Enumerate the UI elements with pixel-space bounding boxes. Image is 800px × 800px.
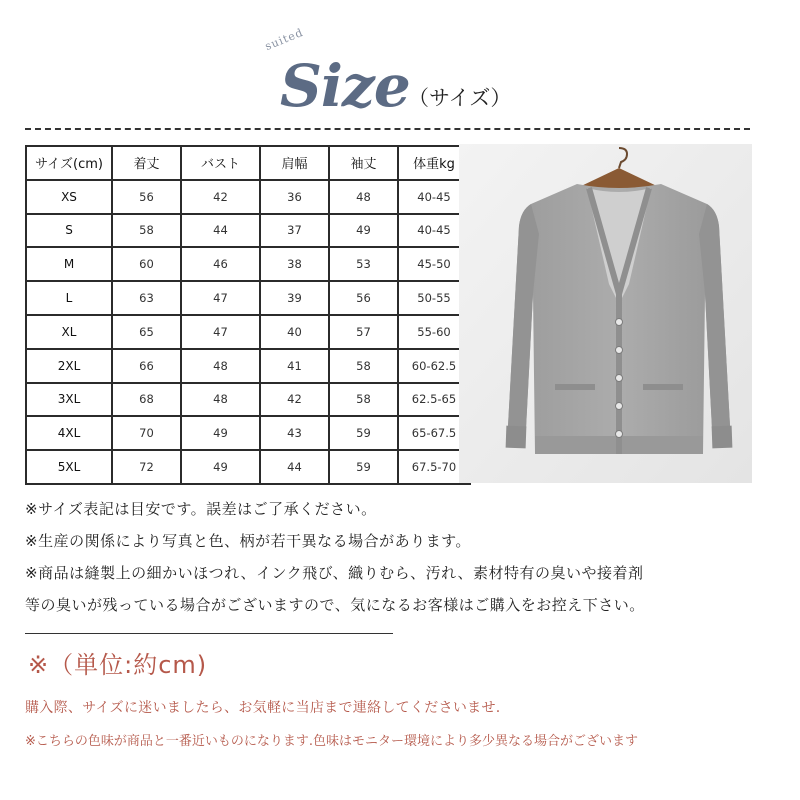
measurement-cell: 40 <box>260 315 329 349</box>
table-row <box>26 214 470 248</box>
column-header-length: 着丈 <box>112 146 181 180</box>
measurement-cell: 67.5-70 <box>398 450 470 484</box>
measurement-cell: 45-50 <box>398 247 470 281</box>
table-row <box>26 247 470 281</box>
size-label-cell: XS <box>26 180 112 214</box>
measurement-cell: 40-45 <box>398 180 470 214</box>
measurement-cell: 56 <box>112 180 181 214</box>
size-label-cell: 2XL <box>26 349 112 383</box>
measurement-cell: 72 <box>112 450 181 484</box>
table-row <box>26 383 470 417</box>
size-label-cell: 4XL <box>26 416 112 450</box>
measurement-cell: 38 <box>260 247 329 281</box>
size-table <box>25 145 471 485</box>
measurement-cell: 62.5-65 <box>398 383 470 417</box>
measurement-cell: 42 <box>181 180 260 214</box>
measurement-cell: 44 <box>181 214 260 248</box>
measurement-cell: 59 <box>329 450 398 484</box>
measurement-cell: 65-67.5 <box>398 416 470 450</box>
measurement-cell: 48 <box>181 349 260 383</box>
measurement-cell: 44 <box>260 450 329 484</box>
dashed-divider <box>25 128 750 130</box>
note-defects-cont: 等の臭いが残っている場合がございますので、気になるお客様はご購入をお控え下さい。 <box>25 596 645 614</box>
measurement-cell: 68 <box>112 383 181 417</box>
table-row <box>26 450 470 484</box>
cardigan-photo <box>459 144 752 483</box>
table-row <box>26 281 470 315</box>
table-row <box>26 416 470 450</box>
column-header-sleeve: 袖丈 <box>329 146 398 180</box>
size-label-cell: M <box>26 247 112 281</box>
measurement-cell: 39 <box>260 281 329 315</box>
size-label-cell: L <box>26 281 112 315</box>
unit-heading: ※（単位:約cm) <box>28 651 208 679</box>
measurement-cell: 58 <box>112 214 181 248</box>
measurement-cell: 58 <box>329 349 398 383</box>
notes <box>25 496 775 624</box>
column-header-shoulder: 肩幅 <box>260 146 329 180</box>
measurement-cell: 59 <box>329 416 398 450</box>
size-label-cell: S <box>26 214 112 248</box>
measurement-cell: 48 <box>329 180 398 214</box>
column-header-weight: 体重kg <box>398 146 470 180</box>
measurement-cell: 50-55 <box>398 281 470 315</box>
size-label-cell: 5XL <box>26 450 112 484</box>
measurement-cell: 70 <box>112 416 181 450</box>
size-label-cell: 3XL <box>26 383 112 417</box>
color-disclaimer: ※こちらの色味が商品と一番近いものになります.色味はモニター環境により多少異なる場合がございます <box>25 734 639 749</box>
measurement-cell: 53 <box>329 247 398 281</box>
measurement-cell: 66 <box>112 349 181 383</box>
column-header-size: サイズ(cm) <box>26 146 112 180</box>
measurement-cell: 56 <box>329 281 398 315</box>
note-color-variance: ※生産の関係により写真と色、柄が若干異なる場合があります。 <box>25 532 471 550</box>
size-title: Size <box>280 52 410 120</box>
measurement-cell: 65 <box>112 315 181 349</box>
solid-divider <box>25 633 393 634</box>
measurement-cell: 42 <box>260 383 329 417</box>
suited-tagline: suited <box>263 25 306 53</box>
note-defects: ※商品は縫製上の細かいほつれ、インク飛び、織りむら、汚れ、素材特有の臭いや接着剤 <box>25 564 644 582</box>
measurement-cell: 47 <box>181 281 260 315</box>
measurement-cell: 49 <box>181 416 260 450</box>
measurement-cell: 41 <box>260 349 329 383</box>
table-row <box>26 349 470 383</box>
measurement-cell: 63 <box>112 281 181 315</box>
measurement-cell: 37 <box>260 214 329 248</box>
measurement-cell: 55-60 <box>398 315 470 349</box>
column-header-bust: バスト <box>181 146 260 180</box>
table-row <box>26 180 470 214</box>
measurement-cell: 60 <box>112 247 181 281</box>
measurement-cell: 60-62.5 <box>398 349 470 383</box>
measurement-cell: 58 <box>329 383 398 417</box>
measurement-cell: 40-45 <box>398 214 470 248</box>
contact-info: 購入際、サイズに迷いましたら、お気軽に当店まで連絡してくださいませ. <box>25 700 501 716</box>
measurement-cell: 47 <box>181 315 260 349</box>
measurement-cell: 49 <box>329 214 398 248</box>
measurement-cell: 46 <box>181 247 260 281</box>
measurement-cell: 57 <box>329 315 398 349</box>
note-size-guide: ※サイズ表記は目安です。誤差はご了承ください。 <box>25 500 377 518</box>
table-row <box>26 315 470 349</box>
size-label-cell: XL <box>26 315 112 349</box>
measurement-cell: 36 <box>260 180 329 214</box>
measurement-cell: 43 <box>260 416 329 450</box>
measurement-cell: 49 <box>181 450 260 484</box>
table-header-row <box>26 146 470 180</box>
size-subtitle: （サイズ） <box>408 86 512 110</box>
header <box>0 0 800 130</box>
measurement-cell: 48 <box>181 383 260 417</box>
